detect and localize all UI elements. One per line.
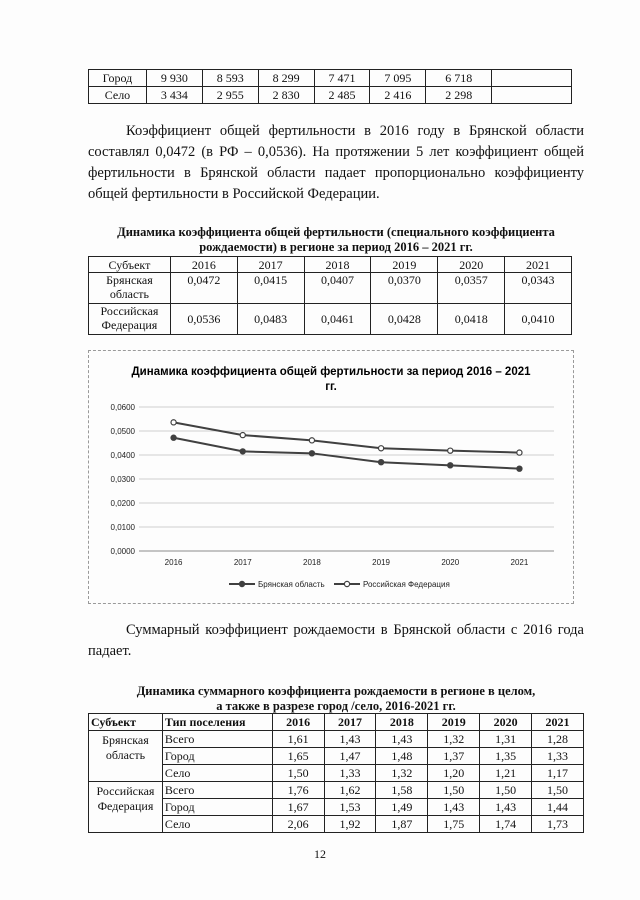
data-point bbox=[517, 466, 522, 471]
subject-line: Брянская bbox=[102, 733, 149, 747]
table-cell: 1,35 bbox=[480, 748, 532, 765]
header-cell: 2021 bbox=[532, 714, 584, 731]
y-tick-label: 0,0000 bbox=[110, 547, 135, 556]
header-cell: 2017 bbox=[324, 714, 376, 731]
subject-line: Федерация bbox=[101, 318, 158, 332]
data-point bbox=[171, 435, 176, 440]
x-tick-label: 2019 bbox=[372, 558, 390, 567]
header-cell: 2020 bbox=[480, 714, 532, 731]
table-cell: 0,0343 bbox=[505, 273, 572, 304]
subject-line: Российская bbox=[96, 784, 155, 798]
subject-line: область bbox=[109, 287, 150, 301]
table-cell: 1,43 bbox=[428, 799, 480, 816]
table-cell: 0,0483 bbox=[237, 304, 304, 335]
table-cell: 1,58 bbox=[376, 782, 428, 799]
data-point bbox=[378, 460, 383, 465]
data-point bbox=[517, 450, 522, 455]
table-cell: 1,62 bbox=[324, 782, 376, 799]
table-cell: 1,17 bbox=[532, 765, 584, 782]
paragraph-tfr bbox=[88, 620, 584, 662]
table-cell: 0,0428 bbox=[371, 304, 438, 335]
x-tick-label: 2021 bbox=[510, 558, 529, 567]
header-cell: 2016 bbox=[272, 714, 324, 731]
table-row bbox=[89, 816, 584, 833]
subject-cell bbox=[89, 304, 171, 335]
table-cell: 1,43 bbox=[324, 731, 376, 748]
table-cell: 1,50 bbox=[480, 782, 532, 799]
subject-line: Федерация bbox=[97, 799, 154, 813]
table-cell: 1,61 bbox=[272, 731, 324, 748]
table-cell: 1,50 bbox=[272, 765, 324, 782]
table2-title-line2: а также в разрезе город /село, 2016-2021 гг. bbox=[216, 699, 456, 713]
chart-title-line1: Динамика коэффициента общей фертильности за период 2016 – 2021 bbox=[131, 366, 531, 378]
header-cell: 2019 bbox=[428, 714, 480, 731]
table-row bbox=[89, 87, 572, 104]
y-tick-label: 0,0500 bbox=[110, 427, 135, 436]
table-cell: 0,0472 bbox=[170, 273, 237, 304]
table1-title-line2: рождаемости) в регионе за период 2016 – 2021 гг. bbox=[199, 240, 473, 254]
table-cell: 1,43 bbox=[480, 799, 532, 816]
table-cell: 0,0418 bbox=[438, 304, 505, 335]
subject-cell bbox=[89, 273, 171, 304]
data-point bbox=[448, 463, 453, 468]
table-cell: 7 471 bbox=[314, 70, 370, 87]
table-cell: 2 830 bbox=[258, 87, 314, 104]
table-row bbox=[89, 799, 584, 816]
y-tick-label: 0,0200 bbox=[110, 499, 135, 508]
table-cell: 3 434 bbox=[146, 87, 202, 104]
settlement-table bbox=[88, 69, 572, 104]
table-cell: 1,87 bbox=[376, 816, 428, 833]
table-cell: 1,73 bbox=[532, 816, 584, 833]
subject-cell bbox=[89, 731, 163, 782]
header-cell: Тип поселения bbox=[162, 714, 272, 731]
table-row bbox=[89, 748, 584, 765]
table-row bbox=[89, 273, 572, 304]
table-cell: 1,50 bbox=[428, 782, 480, 799]
table-cell: 0,0370 bbox=[371, 273, 438, 304]
settlement-type: Всего bbox=[162, 782, 272, 799]
data-point bbox=[448, 448, 453, 453]
table-cell: 1,48 bbox=[376, 748, 428, 765]
table-cell: 1,75 bbox=[428, 816, 480, 833]
paragraph-text: Коэффициент общей фертильности в 2016 году в Брянской области составлял 0,0472 (в РФ – 0,0536). На протяжении 5 лет коэффициент общей фертильности в Брянской области падает пропорционально коэффициенту общей фертильности в Российской Федерации. bbox=[88, 123, 584, 202]
table-cell: 1,76 bbox=[272, 782, 324, 799]
settlement-type: Город bbox=[162, 799, 272, 816]
table-cell: 1,53 bbox=[324, 799, 376, 816]
table-cell: 1,37 bbox=[428, 748, 480, 765]
x-tick-label: 2017 bbox=[233, 558, 252, 567]
table-cell: 2 485 bbox=[314, 87, 370, 104]
table-cell: 0,0410 bbox=[505, 304, 572, 335]
table-cell: 1,67 bbox=[272, 799, 324, 816]
table-cell: 0,0415 bbox=[237, 273, 304, 304]
table-cell: 0,0536 bbox=[170, 304, 237, 335]
page-number: 12 bbox=[314, 847, 326, 861]
data-point bbox=[171, 420, 176, 425]
table-cell: 2 298 bbox=[426, 87, 492, 104]
header-cell: 2018 bbox=[376, 714, 428, 731]
y-tick-label: 0,0400 bbox=[110, 451, 135, 460]
legend-label: Российская Федерация bbox=[363, 580, 450, 589]
y-tick-label: 0,0600 bbox=[110, 403, 135, 412]
table-cell: 9 930 bbox=[146, 70, 202, 87]
table-row bbox=[89, 731, 584, 748]
settlement-type: Всего bbox=[162, 731, 272, 748]
header-cell: 2017 bbox=[237, 257, 304, 273]
table-cell: 2 955 bbox=[202, 87, 258, 104]
table-cell: 1,50 bbox=[532, 782, 584, 799]
x-tick-label: 2020 bbox=[441, 558, 460, 567]
data-point bbox=[240, 449, 245, 454]
data-point bbox=[309, 451, 314, 456]
table-cell: 0,0357 bbox=[438, 273, 505, 304]
table-cell: 8 593 bbox=[202, 70, 258, 87]
chart-svg bbox=[89, 351, 573, 603]
x-tick-label: 2018 bbox=[303, 558, 321, 567]
y-tick-label: 0,0300 bbox=[110, 475, 135, 484]
data-point bbox=[378, 446, 383, 451]
header-cell: 2020 bbox=[438, 257, 505, 273]
table-cell: 1,28 bbox=[532, 731, 584, 748]
table-cell: 0,0407 bbox=[304, 273, 371, 304]
subject-line: область bbox=[105, 748, 146, 762]
row-label: Город bbox=[89, 70, 147, 87]
legend-swatch-marker bbox=[344, 581, 349, 586]
x-tick-label: 2016 bbox=[164, 558, 183, 567]
table-cell: 2,06 bbox=[272, 816, 324, 833]
table-cell: 1,33 bbox=[324, 765, 376, 782]
settlement-type: Город bbox=[162, 748, 272, 765]
header-cell: 2021 bbox=[505, 257, 572, 273]
table-cell: 1,47 bbox=[324, 748, 376, 765]
header-cell: 2016 bbox=[170, 257, 237, 273]
table-row bbox=[89, 70, 572, 87]
table-cell: 2 416 bbox=[370, 87, 426, 104]
table1-title bbox=[88, 225, 584, 255]
tfr-table bbox=[88, 713, 584, 833]
table-cell bbox=[492, 70, 572, 87]
table-cell: 1,31 bbox=[480, 731, 532, 748]
fertility-table bbox=[88, 256, 572, 335]
paragraph-text: Суммарный коэффициент рождаемости в Брянской области с 2016 года падает. bbox=[88, 622, 584, 659]
table2-title bbox=[88, 684, 584, 714]
row-label: Село bbox=[89, 87, 147, 104]
table-row bbox=[89, 765, 584, 782]
paragraph-fertility bbox=[88, 121, 584, 205]
table2-title-line1: Динамика суммарного коэффициента рождаемости в регионе в целом, bbox=[136, 684, 536, 698]
table-cell: 1,49 bbox=[376, 799, 428, 816]
header-cell: Субъект bbox=[89, 257, 171, 273]
header-cell: Субъект bbox=[89, 714, 163, 731]
table1-title-line1: Динамика коэффициента общей фертильности (специального коэффициента bbox=[117, 225, 555, 239]
table-cell: 8 299 bbox=[258, 70, 314, 87]
table-cell: 1,74 bbox=[480, 816, 532, 833]
legend-label: Брянская область bbox=[258, 580, 325, 589]
table-cell: 1,92 bbox=[324, 816, 376, 833]
chart-title-line2: гг. bbox=[325, 381, 337, 393]
table-cell: 1,20 bbox=[428, 765, 480, 782]
header-cell: 2018 bbox=[304, 257, 371, 273]
series-line-1 bbox=[174, 438, 520, 469]
table-cell: 7 095 bbox=[370, 70, 426, 87]
table-row bbox=[89, 304, 572, 335]
subject-cell bbox=[89, 782, 163, 833]
table-header-row bbox=[89, 257, 572, 273]
settlement-type: Село bbox=[162, 765, 272, 782]
table-cell: 1,21 bbox=[480, 765, 532, 782]
subject-line: Российская bbox=[100, 304, 159, 318]
table-cell: 1,43 bbox=[376, 731, 428, 748]
table-cell: 1,65 bbox=[272, 748, 324, 765]
table-header-row bbox=[89, 714, 584, 731]
legend-swatch-marker bbox=[239, 581, 244, 586]
header-cell: 2019 bbox=[371, 257, 438, 273]
settlement-type: Село bbox=[162, 816, 272, 833]
table-cell: 0,0461 bbox=[304, 304, 371, 335]
fertility-chart bbox=[88, 350, 574, 604]
table-cell: 1,33 bbox=[532, 748, 584, 765]
data-point bbox=[240, 432, 245, 437]
table-cell: 1,44 bbox=[532, 799, 584, 816]
table-cell: 6 718 bbox=[426, 70, 492, 87]
data-point bbox=[309, 438, 314, 443]
subject-line: Брянская bbox=[106, 273, 153, 287]
y-tick-label: 0,0100 bbox=[110, 523, 135, 532]
table-cell: 1,32 bbox=[376, 765, 428, 782]
table-cell: 1,32 bbox=[428, 731, 480, 748]
table-cell bbox=[492, 87, 572, 104]
table-row bbox=[89, 782, 584, 799]
